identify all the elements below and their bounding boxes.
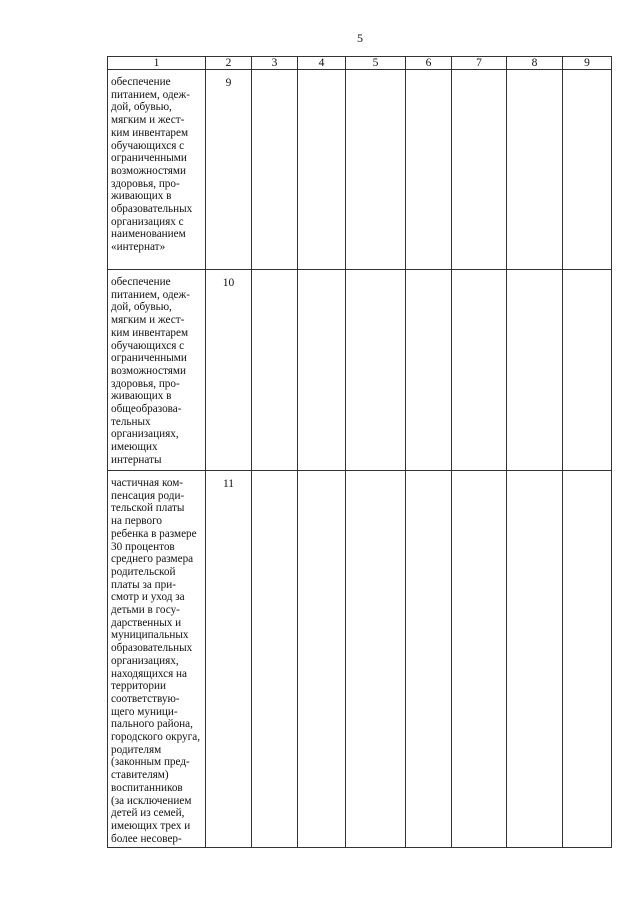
data-table: [107, 56, 612, 848]
description-line: имеющих трех и: [111, 819, 191, 832]
description-line: территории: [111, 680, 166, 693]
description-line: общеобразова-: [111, 403, 182, 416]
description-line: на первого: [111, 515, 162, 528]
description-line: ограниченными: [111, 352, 187, 365]
empty-cell: [406, 270, 452, 471]
row-description: [108, 270, 206, 471]
description-line: здоровья, про-: [111, 177, 180, 190]
header-row: [108, 57, 612, 70]
description-line: обучающихся с: [111, 339, 185, 352]
description-line: городского округа,: [111, 731, 201, 744]
page-number: 5: [357, 31, 363, 45]
description-line: частичная ком-: [111, 477, 184, 489]
description-line: организациях,: [111, 654, 179, 667]
description-line: питанием, одеж-: [111, 88, 190, 101]
description-line: здоровья, про-: [111, 377, 180, 390]
description-line: родителям: [111, 743, 162, 756]
description-line: обеспечение: [111, 276, 171, 288]
description-line: ограниченными: [111, 152, 187, 165]
empty-cell: [507, 471, 563, 848]
description-line: мягким и жест-: [111, 114, 185, 127]
column-header-5: 5: [346, 57, 406, 70]
description-line: тельской платы: [111, 502, 185, 515]
table-row: [108, 471, 612, 848]
description-line: муниципальных: [111, 629, 189, 642]
table-row: [108, 70, 612, 270]
row-description: [108, 471, 206, 848]
column-header-1: 1: [108, 57, 206, 70]
description-line: дой, обувью,: [111, 101, 172, 114]
column-header-7: 7: [452, 57, 507, 70]
description-line: среднего размера: [111, 553, 194, 566]
description-line: возможностями: [111, 164, 186, 177]
description-line: интернаты: [111, 453, 162, 466]
description-line: (за исключением: [111, 794, 192, 807]
column-header-3: 3: [252, 57, 298, 70]
empty-cell: [346, 270, 406, 471]
description-line: воспитанников: [111, 781, 183, 794]
row-number: 10: [206, 270, 252, 471]
column-header-4: 4: [298, 57, 346, 70]
column-header-8: 8: [507, 57, 563, 70]
description-line: возможностями: [111, 364, 186, 377]
table-body: [108, 70, 612, 848]
empty-cell: [252, 70, 298, 270]
description-line: ребенка в размере: [111, 527, 197, 540]
empty-cell: [563, 70, 612, 270]
description-line: «интернат»: [111, 241, 166, 254]
description-line: пенсация роди-: [111, 489, 185, 502]
description-line: обеспечение: [111, 76, 171, 88]
description-line: образовательных: [111, 642, 193, 655]
empty-cell: [406, 471, 452, 848]
row-number: 9: [206, 70, 252, 270]
empty-cell: [298, 471, 346, 848]
description-line: дой, обувью,: [111, 301, 172, 314]
empty-cell: [346, 471, 406, 848]
description-line: дарственных и: [111, 616, 182, 629]
empty-cell: [452, 270, 507, 471]
description-line: тельных: [111, 415, 151, 428]
empty-cell: [507, 70, 563, 270]
description-line: платы за при-: [111, 578, 176, 591]
empty-cell: [452, 70, 507, 270]
description-line: смотр и уход за: [111, 591, 185, 604]
empty-cell: [298, 70, 346, 270]
description-line: соответствую-: [111, 692, 180, 705]
empty-cell: [507, 270, 563, 471]
description-line: родительской: [111, 565, 176, 578]
table-row: [108, 270, 612, 471]
description-line: наименованием: [111, 228, 186, 241]
description-line: питанием, одеж-: [111, 288, 190, 301]
description-line: более несовер-: [111, 832, 182, 845]
column-header-6: 6: [406, 57, 452, 70]
empty-cell: [563, 471, 612, 848]
description-line: 30 процентов: [111, 540, 175, 553]
empty-cell: [298, 270, 346, 471]
empty-cell: [346, 70, 406, 270]
description-line: щего муници-: [111, 705, 178, 718]
empty-cell: [252, 471, 298, 848]
description-line: находящихся на: [111, 667, 187, 680]
description-line: ставителям): [111, 769, 169, 782]
column-header-9: 9: [563, 57, 612, 70]
description-line: мягким и жест-: [111, 314, 185, 327]
empty-cell: [406, 70, 452, 270]
description-line: пального района,: [111, 718, 193, 731]
description-line: имеющих: [111, 441, 158, 454]
description-line: ким инвентарем: [111, 326, 189, 339]
description-line: живающих в: [111, 190, 172, 203]
description-line: (законным пред-: [111, 756, 190, 769]
row-description: [108, 70, 206, 270]
description-line: образовательных: [111, 203, 193, 216]
column-header-2: 2: [206, 57, 252, 70]
description-line: живающих в: [111, 390, 172, 403]
row-number: 11: [206, 471, 252, 848]
description-line: организациях с: [111, 215, 184, 228]
empty-cell: [252, 270, 298, 471]
description-line: детьми в госу-: [111, 604, 180, 617]
description-line: детей из семей,: [111, 807, 185, 820]
description-line: ким инвентарем: [111, 126, 189, 139]
table-header: [108, 57, 612, 70]
description-line: организациях,: [111, 428, 179, 441]
empty-cell: [563, 270, 612, 471]
empty-cell: [452, 471, 507, 848]
description-line: обучающихся с: [111, 139, 185, 152]
